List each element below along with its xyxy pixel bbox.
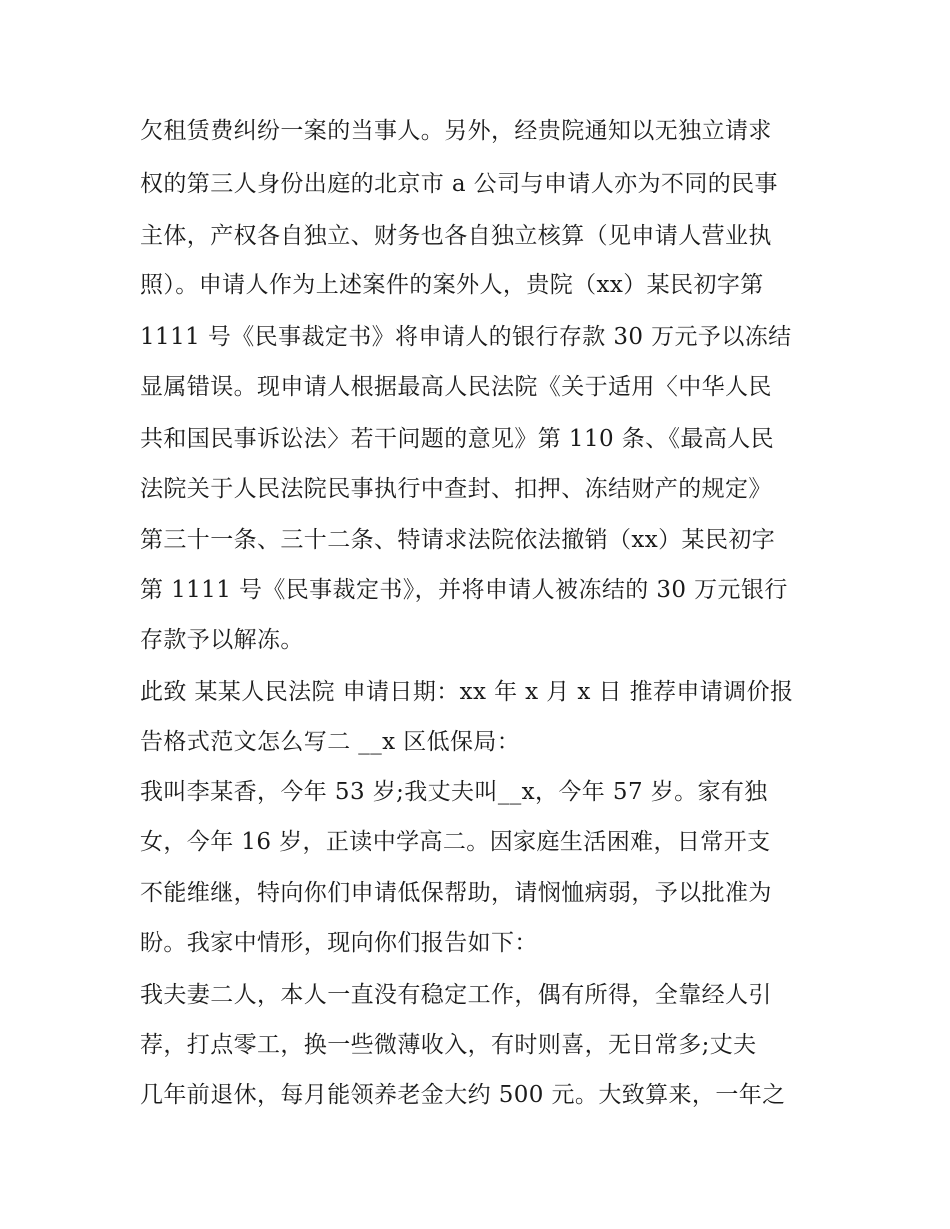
text-line-4: 照）。申请人作为上述案件的案外人，贵院（xx）某民初字第 [140,272,764,298]
text-line-17: 盼。我家中情形，现向你们报告如下： [140,930,538,956]
text-line-9: 第三十一条、三十二条、特请求法院依法撤销（xx）某民初字 [140,527,776,553]
text-line-6: 显属错误。现申请人根据最高人民法院《关于适用〈中华人民 [140,374,772,400]
text-line-8: 法院关于人民法院民事执行中查封、扣押、冻结财产的规定》 [140,476,772,502]
text-line-13: 告格式范文怎么写二 __x 区低保局： [140,729,521,755]
text-line-10: 第 1111 号《民事裁定书》，并将申请人被冻结的 30 万元银行 [140,577,788,603]
text-line-18: 我夫妻二人，本人一直没有稳定工作，偶有所得，全靠经人引 [140,982,772,1008]
text-line-15: 女，今年 16 岁，正读中学高二。因家庭生活困难，日常开支 [140,829,771,855]
text-line-19: 荐，打点零工，换一些微薄收入，有时则喜，无日常多;丈夫 [140,1032,757,1058]
text-line-16: 不能维继，特向你们申请低保帮助，请悯恤病弱，予以批准为 [140,880,772,906]
text-line-2: 权的第三人身份出庭的北京市 a 公司与申请人亦为不同的民事 [140,171,778,197]
text-line-1: 欠租赁费纠纷一案的当事人。另外，经贵院通知以无独立请求 [140,118,772,144]
text-line-7: 共和国民事诉讼法〉若干问题的意见》第 110 条、《最高人民 [140,426,775,452]
text-line-14: 我叫李某香，今年 53 岁;我丈夫叫__x，今年 57 岁。家有独 [140,779,768,805]
text-line-11: 存款予以解冻。 [140,627,304,653]
text-line-5: 1111 号《民事裁定书》将申请人的银行存款 30 万元予以冻结 [140,324,792,350]
text-line-12: 此致 某某人民法院 申请日期：xx 年 x 月 x 日 推荐申请调价报 [140,679,794,705]
text-line-3: 主体，产权各自独立、财务也各自独立核算（见申请人营业执 [140,223,772,249]
text-line-20: 几年前退休，每月能领养老金大约 500 元。大致算来，一年之 [140,1082,786,1108]
